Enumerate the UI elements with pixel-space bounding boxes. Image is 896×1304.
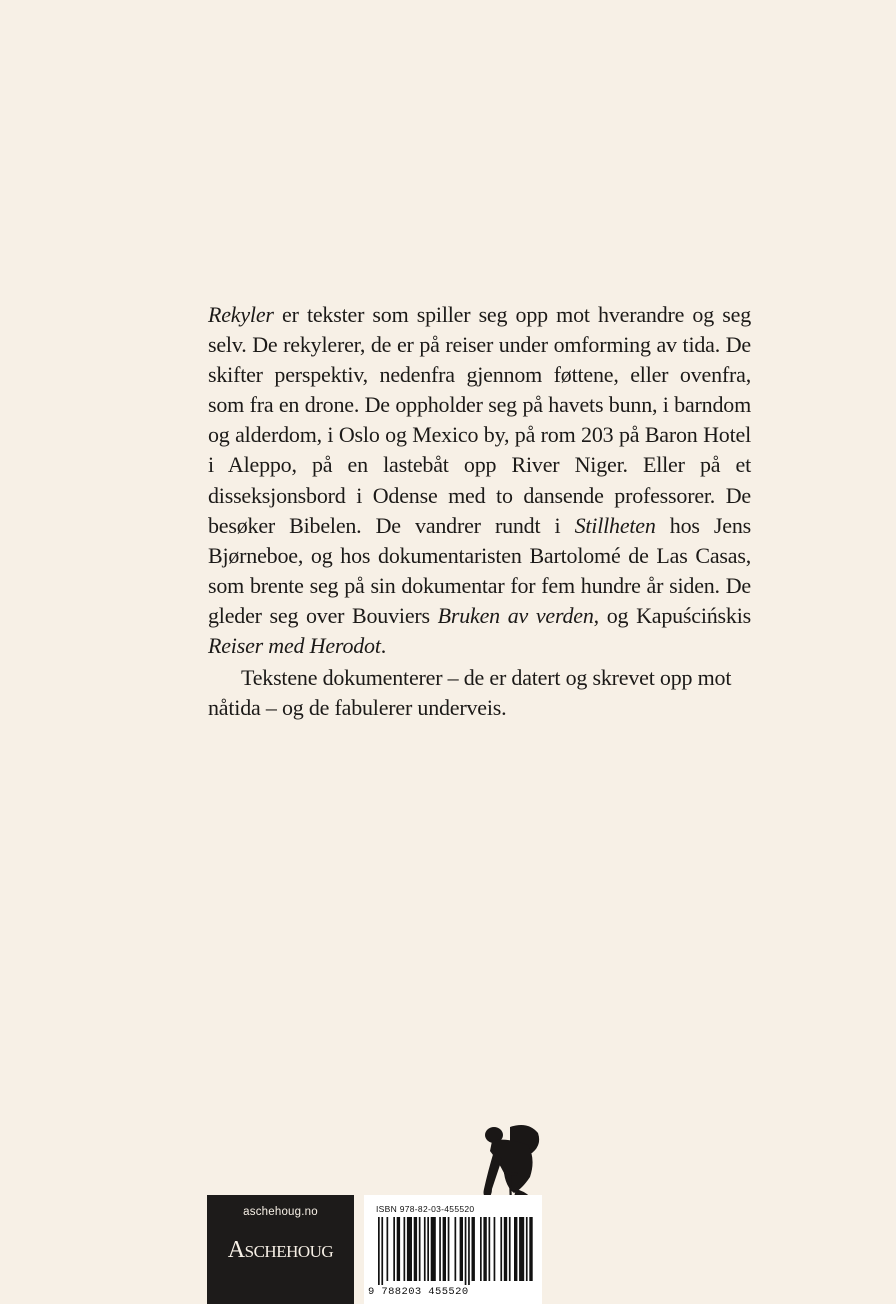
barcode-bar [424, 1217, 426, 1281]
blurb-text-run: hos Jens Bjørneboe, og hos dokumentaristen Bartolomé de Las Casas, som brente seg på sin dokumentar for fem hundre år siden. De gleder seg over Bouviers [208, 512, 752, 628]
blurb-paragraph-2: Tekstene dokumenterer – de er datert og skrevet opp mot nåtida – og de fabulerer underveis. [208, 665, 732, 721]
blurb-text-run: er tekster som spiller seg opp mot hverandre og seg selv. De rekylerer, de er på reiser under omforming av tida. De skifter perspektiv, nedenfra gjennom føttene, eller ovenfra, som fra en drone. De oppholder seg på havets bunn, i barndom og alderdom, i Oslo og Mexico by, på rom 203 på Baron Hotel i Aleppo, på en lastebåt opp River Niger. Eller på et disseksjonsbord i Odense med to dansende professorer. De besøker Bibelen. De vandrer rundt i [208, 302, 751, 538]
barcode-bar [529, 1217, 532, 1281]
barcode-bar [443, 1217, 446, 1281]
barcode-bar [483, 1217, 486, 1281]
barcode-bar [489, 1217, 491, 1281]
barcode-bar [414, 1217, 417, 1281]
barcode-bar [431, 1217, 436, 1281]
barcode-bar [427, 1217, 429, 1281]
barcode-block [364, 1195, 542, 1304]
italic-title: Rekyler [208, 302, 274, 327]
barcode-bar [504, 1217, 507, 1281]
barcode-bar [387, 1217, 389, 1281]
back-cover-blurb [208, 300, 751, 723]
barcode-bar [404, 1217, 406, 1281]
barcode-bar [393, 1217, 395, 1281]
barcode-bar [526, 1217, 528, 1281]
italic-title: Reiser med Herodot [208, 633, 381, 659]
barcode-bar [455, 1217, 457, 1281]
barcode-bar [460, 1217, 463, 1281]
barcode-bar [419, 1217, 421, 1281]
publisher-block [207, 1195, 354, 1304]
barcode-bar [397, 1217, 400, 1281]
barcode-bar [407, 1217, 412, 1281]
blurb-text-run: , og Kapuścińskis [593, 602, 751, 628]
italic-title: Stillheten [574, 512, 656, 538]
barcode-bar [509, 1217, 511, 1281]
barcode-bar [381, 1217, 383, 1285]
barcode-bar [378, 1217, 380, 1285]
isbn-label: ISBN 978-82-03-455520 [376, 1204, 475, 1214]
barcode-bar [439, 1217, 441, 1281]
barcode-bar [514, 1217, 517, 1281]
barcode-bar [465, 1217, 467, 1285]
barcode-bar [448, 1217, 450, 1281]
barcode-bar [468, 1217, 470, 1285]
barcode-bar [500, 1217, 502, 1281]
publisher-url[interactable]: aschehoug.no [243, 1206, 318, 1218]
barcode-bar [519, 1217, 524, 1281]
blurb-paragraph-1 [208, 300, 751, 661]
italic-title: Bruken av verden [437, 602, 594, 628]
barcode-bar [472, 1217, 475, 1281]
barcode-bar [480, 1217, 482, 1281]
barcode-digits: 9 788203 455520 [368, 1286, 469, 1298]
barcode-icon [368, 1217, 538, 1285]
barcode-bar [494, 1217, 496, 1281]
publisher-logo: Aschehoug [227, 1237, 334, 1263]
blurb-text-run: . [380, 633, 387, 659]
